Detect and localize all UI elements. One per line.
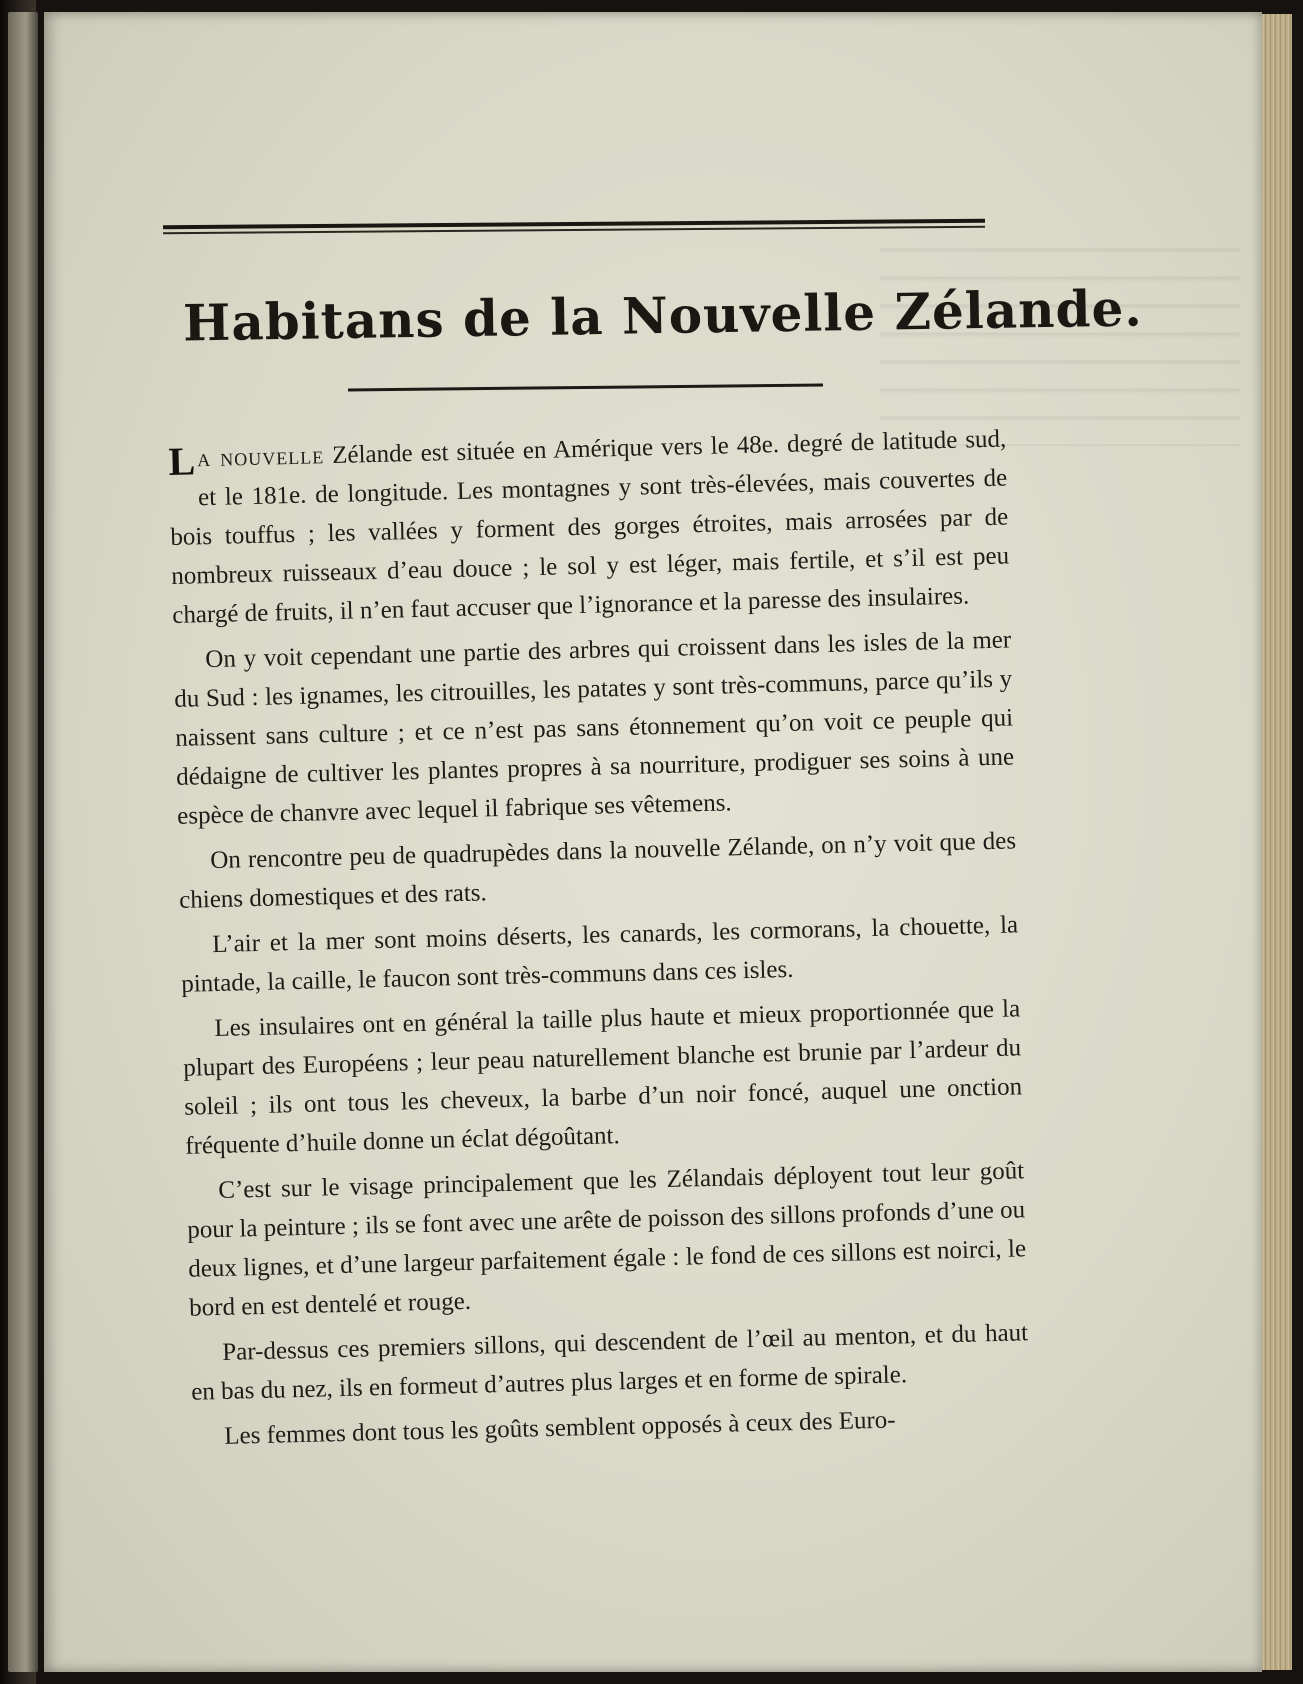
- paragraph-8: Les femmes dont tous les goûts semblent opposés à ceux des Euro-: [224, 1406, 896, 1450]
- paragraph-7: Par-dessus ces premiers sillons, qui descendent de l’œil au menton, et du haut en bas du nez, ils en formeut d’autres plus larges et en forme de spirale.: [190, 1319, 1029, 1406]
- paragraph-1: [168, 420, 1011, 635]
- opening-words: a nouvelle: [196, 442, 325, 473]
- drop-cap: L: [167, 438, 196, 484]
- paragraph-1-text: Zélande est située en Amérique vers le 48e. degré de latitude sud, et le 181e. de longitude. Les montagnes y sont très-élevées, mais couvertes de bois touffus ; les vallées y forment des gorges étroites, mais arrosées par de nombreux ruisseaux d’eau douce ; le sol y est léger, mais fertile, et s’il est peu chargé de fruits, il n’en faut accuser que l’ignorance et la paresse des insulaires.: [170, 425, 1010, 629]
- paragraph-2: On y voit cependant une partie des arbres qui croissent dans les isles de la mer du Sud : les ignames, les citrouilles, les patates y sont très-communs, parce qu’ils y naissent sans culture ; et ce n’est pas sans étonnement qu’on voit ce peuple qui dédaigne de cultiver les plantes propres à sa nourriture, prodiguer ses soins à une espèce de chanvre avec lequel il fabrique ses vêtemens.: [174, 626, 1015, 830]
- previous-page-edge: [8, 12, 38, 1672]
- paragraph-6: C’est sur le visage principalement que les Zélandais déployent tout leur goût pour la peinture ; ils se font avec une arête de poisson des sillons profonds d’une ou deux lignes, et d’une largeur parfaitement égale : le fond de ces sillons est noirci, le bord en est dentelé et rouge.: [186, 1157, 1027, 1322]
- page-stack-edge: [1262, 14, 1292, 1670]
- top-double-rule: [163, 222, 985, 234]
- page-title: Habitans de la Nouvelle Zélande.: [182, 278, 1144, 353]
- paragraph-5: Les insulaires ont en général la taille plus haute et mieux proportionnée que la plupart des Européens ; leur peau naturellement blanche est brunie par l’ardeur du soleil ; ils ont tous les cheveux, la barbe d’un noir foncé, auquel une onction fréquente d’huile donne un éclat dégoûtant.: [183, 995, 1023, 1160]
- paragraph-3: On rencontre peu de quadrupèdes dans la nouvelle Zélande, on n’y voit que des chiens domestiques et des rats.: [178, 827, 1017, 914]
- paragraph-4: L’air et la mer sont moins déserts, les canards, les cormorans, la chouette, la pintade, la caille, le faucon sont très-communs dans ces isles.: [180, 911, 1019, 998]
- body-text: [168, 420, 1031, 1463]
